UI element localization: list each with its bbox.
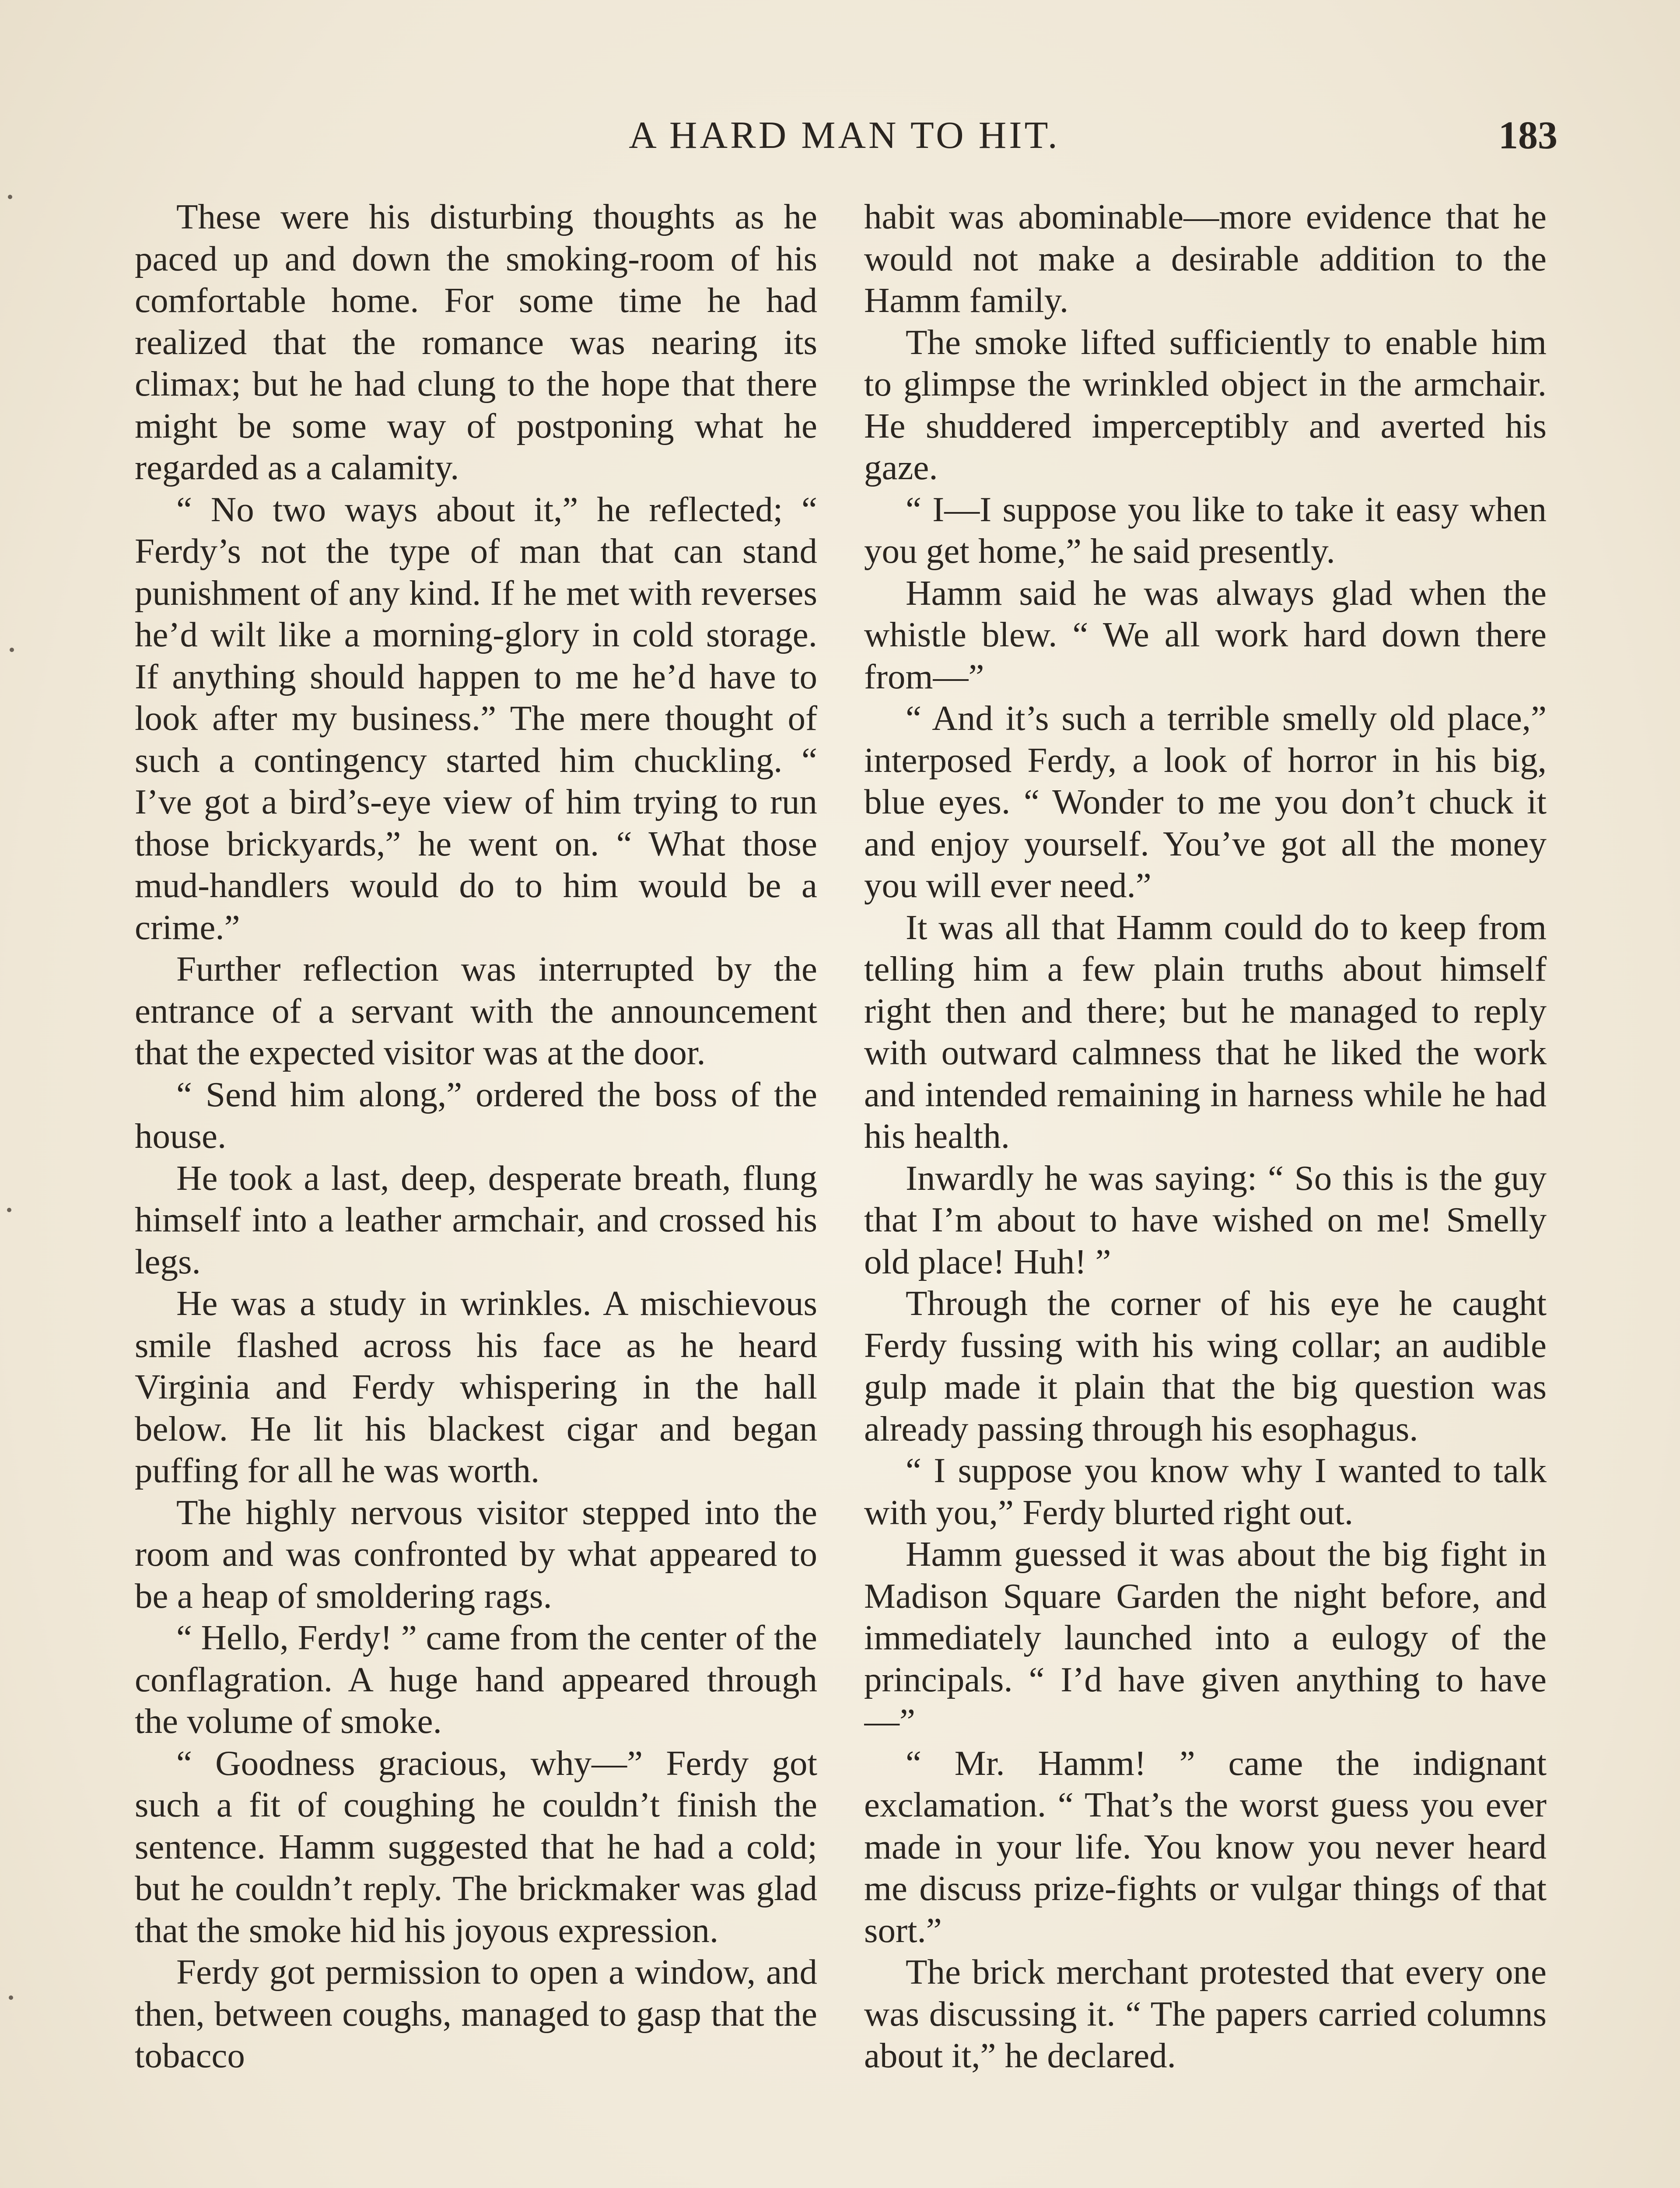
paragraph: “ I—I suppose you like to take it easy when you get home,” he said presently.	[864, 489, 1547, 571]
page-number: 183	[1498, 114, 1558, 157]
paragraph: “ No two ways about it,” he reflected; “ Ferdy’s not the type of man that can stand punishment of any kind. If he met with reverses he’d wilt like a morning-glory in cold storage. If anything should happen to me he’d have to look after my business.” The mere thought of such a contingency started him chuckling. “ I’ve got a bird’s-eye view of him trying to run those brickyards,” he went on. “ What those mud-handlers would do to him would be a crime.”	[135, 489, 817, 947]
paragraph: “ Mr. Hamm! ” came the indignant exclamation. “ That’s the worst guess you ever made in your life. You know you never heard me discuss prize-fights or vulgar things of that sort.”	[864, 1743, 1547, 1950]
paragraph: Inwardly he was saying: “ So this is the guy that I’m about to have wished on me! Smelly old place! Huh! ”	[864, 1158, 1547, 1281]
text-column-left	[135, 196, 817, 2188]
paragraph: Hamm said he was always glad when the whistle blew. “ We all work hard down there from—”	[864, 573, 1547, 696]
page-speck	[8, 195, 12, 199]
paragraph: habit was abominable—more evidence that he would not make a desirable addition to the Hamm family.	[864, 197, 1547, 320]
paragraph: Further reflection was interrupted by the entrance of a servant with the announcement that the expected visitor was at the door.	[135, 949, 817, 1072]
paragraph: The brick merchant protested that every one was discussing it. “ The papers carried columns about it,” he declared.	[864, 1952, 1547, 2075]
paragraph: It was all that Hamm could do to keep from telling him a few plain truths about himself right then and there; but he managed to reply with outward calmness that he liked the work and intended remaining in harness while he had his health.	[864, 907, 1547, 1156]
paragraph: These were his disturbing thoughts as he paced up and down the smoking-room of his comfortable home. For some time he had realized that the romance was nearing its climax; but he had clung to the hope that there might be some way of postponing what he regarded as a calamity.	[135, 197, 817, 487]
paragraph: He took a last, deep, desperate breath, flung himself into a leather armchair, and crossed his legs.	[135, 1158, 817, 1281]
paragraph: “ I suppose you know why I wanted to talk with you,” Ferdy blurted right out.	[864, 1451, 1547, 1532]
paragraph: The smoke lifted sufficiently to enable him to glimpse the wrinkled object in the armchair. He shuddered imperceptibly and averted his gaze.	[864, 322, 1547, 487]
page-speck	[9, 1995, 13, 2000]
paragraph: “ Goodness gracious, why—” Ferdy got such a fit of coughing he couldn’t finish the sentence. Hamm suggested that he had a cold; but he couldn’t reply. The brickmaker was glad that the smoke hid his joyous expression.	[135, 1743, 817, 1950]
paragraph: He was a study in wrinkles. A mischievous smile flashed across his face as he heard Virginia and Ferdy whispering in the hall below. He lit his blackest cigar and began puffing for all he was worth.	[135, 1283, 817, 1490]
page-speck	[10, 648, 14, 652]
paragraph: “ Send him along,” ordered the boss of the house.	[135, 1074, 817, 1156]
page-speck	[7, 1208, 11, 1212]
paragraph: “ And it’s such a terrible smelly old place,” interposed Ferdy, a look of horror in his big, blue eyes. “ Wonder to me you don’t chuck it and enjoy yourself. You’ve got all the money you will ever need.”	[864, 698, 1547, 905]
running-title: A HARD MAN TO HIT.	[629, 114, 1060, 157]
paragraph: Through the corner of his eye he caught Ferdy fussing with his wing collar; an audible gulp made it plain that the big question was already passing through his esophagus.	[864, 1283, 1547, 1448]
paragraph: Ferdy got permission to open a window, and then, between coughs, managed to gasp that the tobacco	[135, 1952, 817, 2075]
page-header	[131, 112, 1558, 160]
paragraph: Hamm guessed it was about the big fight in Madison Square Garden the night before, and immediately launched into a eulogy of the principals. “ I’d have given anything to have—”	[864, 1534, 1547, 1741]
paragraph: The highly nervous visitor stepped into the room and was confronted by what appeared to be a heap of smoldering rags.	[135, 1492, 817, 1616]
text-column-right	[864, 196, 1547, 2188]
paragraph: “ Hello, Ferdy! ” came from the center of the conflagration. A huge hand appeared through the volume of smoke.	[135, 1618, 817, 1741]
